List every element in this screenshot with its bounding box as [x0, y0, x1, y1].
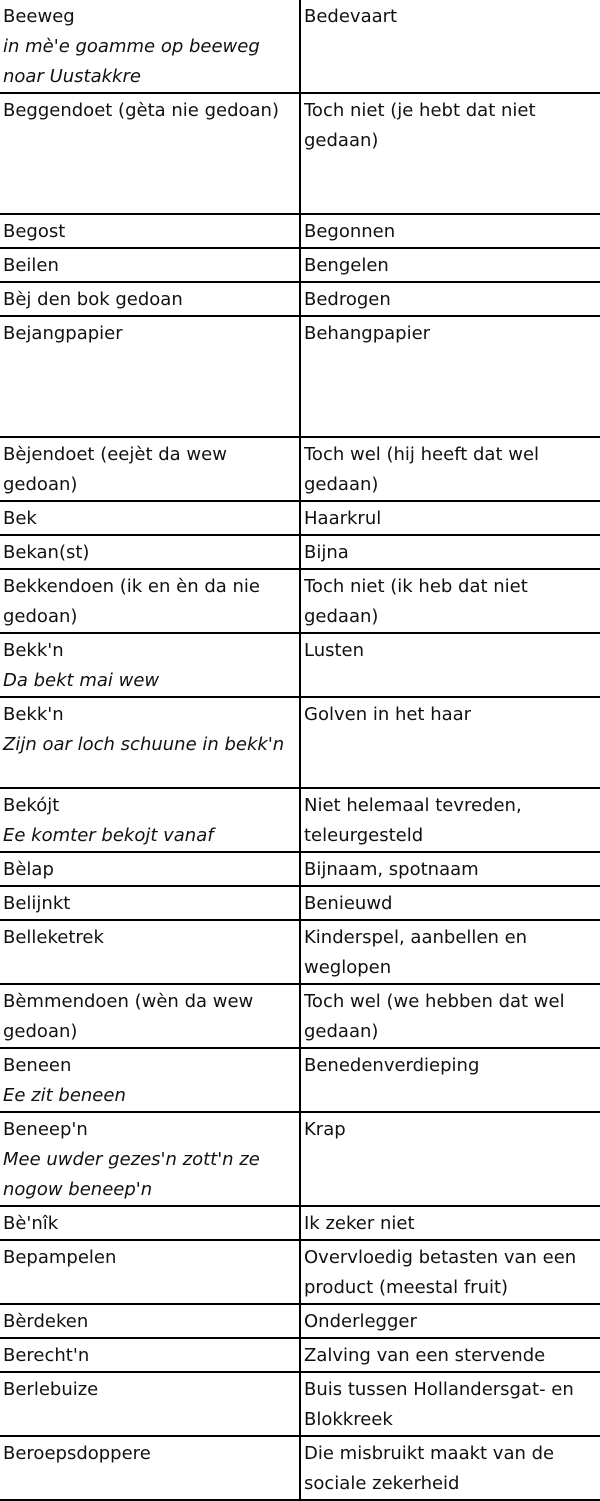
meaning-cell — [300, 852, 600, 886]
table-row — [0, 501, 600, 535]
table-row — [0, 437, 600, 501]
meaning-cell — [300, 633, 600, 697]
term-text: Bèj den bok gedoan — [3, 289, 183, 310]
meaning-text: Bijnaam, spotnaam — [304, 859, 479, 880]
meaning-cell — [300, 437, 600, 501]
meaning-text: Zalving van een stervende — [304, 1345, 546, 1366]
meaning-text: Toch wel (we hebben dat wel — [304, 991, 565, 1012]
meaning-text: Behangpapier — [304, 323, 431, 344]
table-row — [0, 886, 600, 920]
term-text: gedoan) — [3, 606, 78, 627]
term-text: Berlebuize — [3, 1379, 99, 1400]
term-text: Bekk'n — [3, 704, 64, 725]
meaning-cell — [300, 282, 600, 316]
term-cell — [0, 788, 300, 852]
example-text: Da bekt mai wew — [3, 670, 160, 691]
table-row — [0, 1304, 600, 1338]
term-cell — [0, 535, 300, 569]
term-text: Belijnkt — [3, 893, 71, 914]
term-text: Beilen — [3, 255, 59, 276]
meaning-cell — [300, 93, 600, 214]
meaning-text: gedaan) — [304, 1021, 379, 1042]
meaning-text: sociale zekerheid — [304, 1473, 460, 1494]
meaning-cell — [300, 920, 600, 984]
example-text: in mè'e goamme op beeweg — [3, 36, 260, 57]
meaning-text: Benedenverdieping — [304, 1055, 480, 1076]
term-cell — [0, 1048, 300, 1112]
meaning-cell — [300, 569, 600, 633]
meaning-cell — [300, 1436, 600, 1500]
meaning-text: Toch niet (ik heb dat niet — [304, 576, 528, 597]
meaning-text: teleurgesteld — [304, 825, 424, 846]
meaning-cell — [300, 1048, 600, 1112]
example-text: noar Uustakkre — [3, 66, 141, 87]
meaning-cell — [300, 1240, 600, 1304]
table-row — [0, 1112, 600, 1206]
example-text: Ee komter bekojt vanaf — [3, 825, 214, 846]
table-row — [0, 920, 600, 984]
meaning-text: Toch wel (hij heeft dat wel — [304, 444, 540, 465]
meaning-text: Bedrogen — [304, 289, 391, 310]
table-row — [0, 1048, 600, 1112]
meaning-text: Onderlegger — [304, 1311, 417, 1332]
term-text: Berecht'n — [3, 1345, 90, 1366]
term-cell — [0, 248, 300, 282]
term-cell — [0, 214, 300, 248]
table-row — [0, 93, 600, 214]
meaning-cell — [300, 984, 600, 1048]
meaning-text: Toch niet (je hebt dat niet — [304, 100, 536, 121]
term-cell — [0, 920, 300, 984]
table-row — [0, 282, 600, 316]
term-cell — [0, 501, 300, 535]
table-row — [0, 569, 600, 633]
term-cell — [0, 852, 300, 886]
meaning-text: Niet helemaal tevreden, — [304, 795, 522, 816]
term-text: Bekan(st) — [3, 542, 90, 563]
meaning-text: product (meestal fruit) — [304, 1277, 509, 1298]
term-text: Bèlap — [3, 859, 54, 880]
table-row — [0, 316, 600, 437]
meaning-cell — [300, 501, 600, 535]
table-row — [0, 214, 600, 248]
meaning-cell — [300, 248, 600, 282]
term-text: gedoan) — [3, 1021, 78, 1042]
meaning-cell — [300, 1372, 600, 1436]
meaning-cell — [300, 1112, 600, 1206]
meaning-cell — [300, 1206, 600, 1240]
term-text: Bekójt — [3, 795, 60, 816]
term-cell — [0, 282, 300, 316]
meaning-text: Begonnen — [304, 221, 396, 242]
meaning-text: Krap — [304, 1119, 346, 1140]
term-text: Bèjendoet (eejèt da wew — [3, 444, 227, 465]
meaning-cell — [300, 316, 600, 437]
term-text: Beneep'n — [3, 1119, 88, 1140]
term-cell — [0, 0, 300, 93]
term-text: gedoan) — [3, 474, 78, 495]
table-row — [0, 1372, 600, 1436]
meaning-text: Lusten — [304, 640, 365, 661]
term-text: Bejangpapier — [3, 323, 123, 344]
meaning-text: gedaan) — [304, 130, 379, 151]
meaning-cell — [300, 697, 600, 788]
meaning-cell — [300, 0, 600, 93]
term-text: Beroepsdoppere — [3, 1443, 151, 1464]
meaning-text: Golven in het haar — [304, 704, 472, 725]
meaning-text: Die misbruikt maakt van de — [304, 1443, 555, 1464]
meaning-text: Buis tussen Hollandersgat- en — [304, 1379, 574, 1400]
table-row — [0, 852, 600, 886]
term-cell — [0, 437, 300, 501]
term-text: Beeweg — [3, 6, 75, 27]
meaning-text: weglopen — [304, 957, 392, 978]
term-cell — [0, 1206, 300, 1240]
meaning-cell — [300, 886, 600, 920]
term-text: Bèmmendoen (wèn da wew — [3, 991, 254, 1012]
table-row — [0, 0, 600, 93]
meaning-text: Bedevaart — [304, 6, 398, 27]
table-row — [0, 248, 600, 282]
meaning-cell — [300, 788, 600, 852]
meaning-text: Bijna — [304, 542, 349, 563]
table-row — [0, 1206, 600, 1240]
table-row — [0, 697, 600, 788]
table-row — [0, 984, 600, 1048]
table-row — [0, 535, 600, 569]
term-text: Bè'nîk — [3, 1213, 59, 1234]
table-row — [0, 1240, 600, 1304]
meaning-text: Overvloedig betasten van een — [304, 1247, 577, 1268]
term-text: Beggendoet (gèta nie gedoan) — [3, 100, 279, 121]
table-row — [0, 633, 600, 697]
meaning-text: Blokkreek — [304, 1409, 393, 1430]
meaning-text: gedaan) — [304, 606, 379, 627]
term-cell — [0, 316, 300, 437]
meaning-text: Ik zeker niet — [304, 1213, 415, 1234]
term-cell — [0, 1372, 300, 1436]
term-text: Bekkendoen (ik en èn da nie — [3, 576, 260, 597]
term-cell — [0, 886, 300, 920]
term-text: Bepampelen — [3, 1247, 117, 1268]
meaning-cell — [300, 1304, 600, 1338]
term-cell — [0, 1436, 300, 1500]
term-text: Bek — [3, 508, 37, 529]
meaning-text: Haarkrul — [304, 508, 382, 529]
term-text: Belleketrek — [3, 927, 104, 948]
term-text: Begost — [3, 221, 66, 242]
meaning-text: Kinderspel, aanbellen en — [304, 927, 528, 948]
term-cell — [0, 569, 300, 633]
term-text: Beneen — [3, 1055, 72, 1076]
term-text: Bèrdeken — [3, 1311, 89, 1332]
term-cell — [0, 1304, 300, 1338]
table-row — [0, 1436, 600, 1500]
table-row — [0, 788, 600, 852]
term-cell — [0, 1338, 300, 1372]
meaning-text: Bengelen — [304, 255, 389, 276]
term-cell — [0, 633, 300, 697]
term-cell — [0, 1240, 300, 1304]
meaning-cell — [300, 535, 600, 569]
example-text: Zijn oar loch schuune in bekk'n — [3, 734, 285, 755]
example-text: Ee zit beneen — [3, 1085, 126, 1106]
term-cell — [0, 984, 300, 1048]
example-text: nogow beneep'n — [3, 1179, 153, 1200]
meaning-cell — [300, 214, 600, 248]
example-text: Mee uwder gezes'n zott'n ze — [3, 1149, 260, 1170]
meaning-cell — [300, 1338, 600, 1372]
term-cell — [0, 93, 300, 214]
term-cell — [0, 1112, 300, 1206]
table-row — [0, 1338, 600, 1372]
meaning-text: Benieuwd — [304, 893, 393, 914]
meaning-text: gedaan) — [304, 474, 379, 495]
term-text: Bekk'n — [3, 640, 64, 661]
term-cell — [0, 697, 300, 788]
